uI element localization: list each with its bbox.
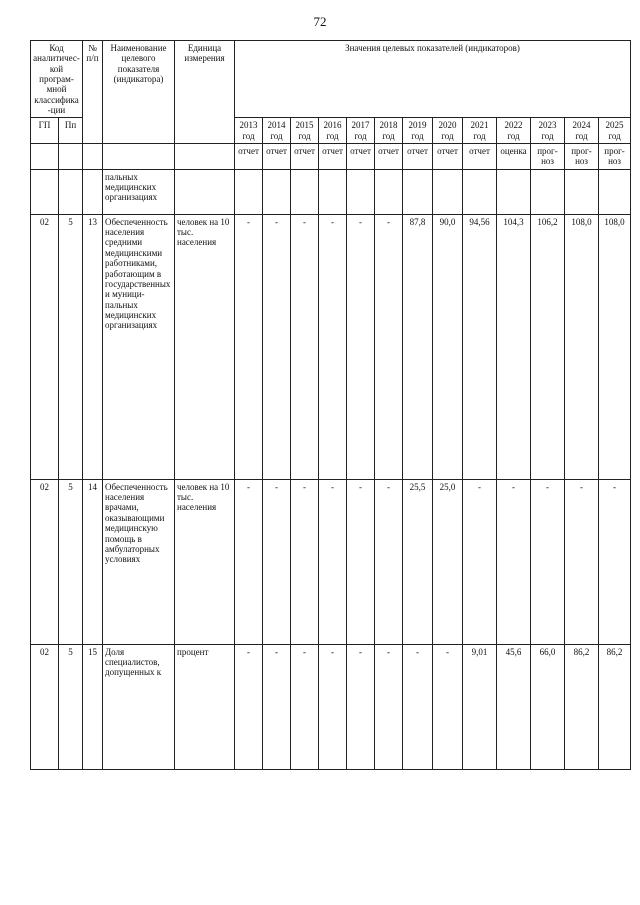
header-empty bbox=[59, 144, 83, 170]
cell-empty bbox=[291, 169, 319, 214]
cell-empty bbox=[433, 169, 463, 214]
cell-value: 106,2 bbox=[531, 214, 565, 479]
cell-value: 90,0 bbox=[433, 214, 463, 479]
cell-value: - bbox=[235, 644, 263, 769]
cell-value: 86,2 bbox=[599, 644, 631, 769]
table-row-continuation bbox=[31, 169, 631, 214]
cell-value: - bbox=[319, 479, 347, 644]
cell-value: - bbox=[497, 479, 531, 644]
header-status: отчет bbox=[235, 144, 263, 170]
cell-num: 14 bbox=[83, 479, 103, 644]
cell-value: 94,56 bbox=[463, 214, 497, 479]
header-status: отчет bbox=[291, 144, 319, 170]
cell-num: 13 bbox=[83, 214, 103, 479]
header-status: отчет bbox=[347, 144, 375, 170]
cell-value: - bbox=[347, 214, 375, 479]
cell-gp bbox=[31, 169, 59, 214]
header-year: 2022 год bbox=[497, 118, 531, 144]
cell-empty bbox=[599, 169, 631, 214]
header-year: 2016 год bbox=[319, 118, 347, 144]
cell-value: - bbox=[291, 479, 319, 644]
cell-value: - bbox=[235, 479, 263, 644]
cell-pp bbox=[59, 169, 83, 214]
header-year: 2013 год bbox=[235, 118, 263, 144]
header-year: 2023 год bbox=[531, 118, 565, 144]
header-values-group: Значения целевых показателей (индикаторов) bbox=[235, 41, 631, 118]
cell-value: 66,0 bbox=[531, 644, 565, 769]
table-row bbox=[31, 214, 631, 479]
cell-value: - bbox=[347, 644, 375, 769]
header-year: 2018 год bbox=[375, 118, 403, 144]
cell-pp: 5 bbox=[59, 214, 83, 479]
cell-unit: человек на 10 тыс. населения bbox=[175, 214, 235, 479]
cell-value: 86,2 bbox=[565, 644, 599, 769]
header-name: Наименование целевого показателя (индикатора) bbox=[103, 41, 175, 144]
cell-value: - bbox=[235, 214, 263, 479]
cell-value: - bbox=[319, 644, 347, 769]
header-gp: ГП bbox=[31, 118, 59, 144]
header-status: прог-ноз bbox=[531, 144, 565, 170]
cell-value: 45,6 bbox=[497, 644, 531, 769]
indicator-table-wrapper bbox=[30, 40, 625, 885]
header-empty bbox=[83, 144, 103, 170]
cell-value: 25,5 bbox=[403, 479, 433, 644]
table-row bbox=[31, 479, 631, 644]
cell-value: - bbox=[263, 214, 291, 479]
header-num: № п/п bbox=[83, 41, 103, 144]
header-empty bbox=[31, 144, 59, 170]
cell-gp: 02 bbox=[31, 644, 59, 769]
cell-value: - bbox=[599, 479, 631, 644]
cell-value: - bbox=[463, 479, 497, 644]
cell-empty bbox=[235, 169, 263, 214]
cell-value: - bbox=[347, 479, 375, 644]
header-status: отчет bbox=[263, 144, 291, 170]
cell-name: пальных медицинских организациях bbox=[103, 169, 175, 214]
cell-unit bbox=[175, 169, 235, 214]
cell-gp: 02 bbox=[31, 479, 59, 644]
cell-value: 87,8 bbox=[403, 214, 433, 479]
cell-value: 108,0 bbox=[599, 214, 631, 479]
cell-num: 15 bbox=[83, 644, 103, 769]
header-status: оценка bbox=[497, 144, 531, 170]
cell-pp: 5 bbox=[59, 479, 83, 644]
cell-name: Доля специалистов, допущенных к bbox=[103, 644, 175, 769]
cell-name: Обеспеченность населения врачами, оказывающими медицинскую помощь в амбулаторных условиях bbox=[103, 479, 175, 644]
header-unit: Единица измерения bbox=[175, 41, 235, 144]
cell-value: 108,0 bbox=[565, 214, 599, 479]
header-status: отчет bbox=[319, 144, 347, 170]
cell-value: - bbox=[433, 644, 463, 769]
indicator-table bbox=[30, 40, 631, 770]
cell-empty bbox=[403, 169, 433, 214]
cell-value: - bbox=[565, 479, 599, 644]
header-status: прог-ноз bbox=[565, 144, 599, 170]
cell-empty bbox=[497, 169, 531, 214]
page-number: 72 bbox=[313, 14, 327, 29]
cell-value: - bbox=[375, 644, 403, 769]
header-status: отчет bbox=[403, 144, 433, 170]
cell-value: 25,0 bbox=[433, 479, 463, 644]
header-year: 2019 год bbox=[403, 118, 433, 144]
cell-empty bbox=[565, 169, 599, 214]
cell-value: - bbox=[403, 644, 433, 769]
header-year: 2014 год bbox=[263, 118, 291, 144]
header-year: 2021 год bbox=[463, 118, 497, 144]
cell-empty bbox=[347, 169, 375, 214]
header-year: 2015 год bbox=[291, 118, 319, 144]
header-year: 2020 год bbox=[433, 118, 463, 144]
header-status: отчет bbox=[375, 144, 403, 170]
cell-num bbox=[83, 169, 103, 214]
cell-value: - bbox=[291, 644, 319, 769]
cell-value: 104,3 bbox=[497, 214, 531, 479]
cell-value: - bbox=[291, 214, 319, 479]
cell-empty bbox=[463, 169, 497, 214]
cell-empty bbox=[375, 169, 403, 214]
header-status: отчет bbox=[433, 144, 463, 170]
header-year: 2017 год bbox=[347, 118, 375, 144]
cell-value: - bbox=[375, 479, 403, 644]
cell-empty bbox=[263, 169, 291, 214]
header-pp: Пп bbox=[59, 118, 83, 144]
header-year: 2025 год bbox=[599, 118, 631, 144]
header-empty bbox=[103, 144, 175, 170]
cell-empty bbox=[531, 169, 565, 214]
cell-value: - bbox=[375, 214, 403, 479]
header-status: отчет bbox=[463, 144, 497, 170]
cell-value: - bbox=[531, 479, 565, 644]
cell-value: - bbox=[263, 479, 291, 644]
cell-name: Обеспеченность населения средними медицинскими работниками, работающим в государственных и муници-пальных медицинских организациях bbox=[103, 214, 175, 479]
cell-empty bbox=[319, 169, 347, 214]
header-empty bbox=[175, 144, 235, 170]
cell-value: - bbox=[263, 644, 291, 769]
header-year: 2024 год bbox=[565, 118, 599, 144]
header-status: прог-ноз bbox=[599, 144, 631, 170]
cell-unit: человек на 10 тыс. населения bbox=[175, 479, 235, 644]
header-code-group: Код аналитичес-кой програм-мной классифика-ции bbox=[31, 41, 83, 118]
cell-value: - bbox=[319, 214, 347, 479]
cell-unit: процент bbox=[175, 644, 235, 769]
cell-value: 9,01 bbox=[463, 644, 497, 769]
table-row bbox=[31, 644, 631, 769]
cell-pp: 5 bbox=[59, 644, 83, 769]
cell-gp: 02 bbox=[31, 214, 59, 479]
